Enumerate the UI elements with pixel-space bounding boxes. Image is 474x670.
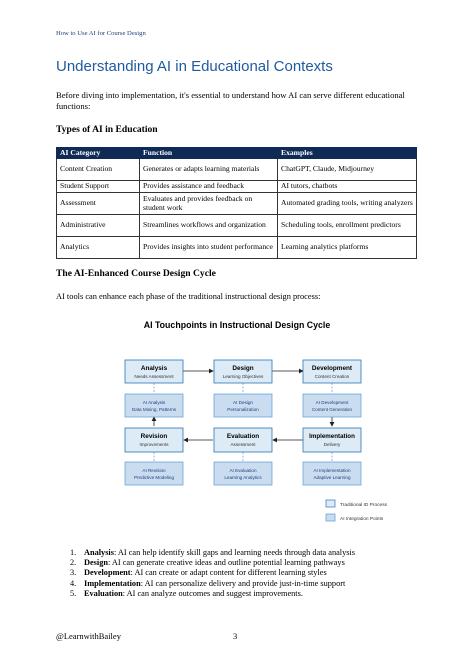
ai-box-line: AI Development: [315, 400, 349, 405]
list-number: 3.: [70, 568, 77, 578]
ai-box-line: Content Generation: [311, 407, 353, 412]
list-item: [70, 548, 430, 558]
ai-box-line: Personalization: [227, 407, 259, 412]
table-header: AI Category: [57, 148, 140, 159]
process-sub: Needs Assessment: [134, 374, 174, 379]
page-heading: Understanding AI in Educational Contexts: [56, 58, 333, 75]
list-item: [70, 589, 430, 599]
table-cell: Analytics: [57, 237, 140, 259]
table-row: [57, 237, 417, 259]
list-item: [70, 558, 430, 568]
list-text: : AI can generate creative ideas and outline potential learning pathways: [107, 558, 345, 568]
list-term: Development: [84, 568, 131, 578]
ai-box-line: Predictive Modeling: [133, 475, 175, 480]
table-row: [57, 159, 417, 181]
list-text: : AI can personalize delivery and provide just-in-time support: [140, 578, 346, 588]
table-cell: ChatGPT, Claude, Midjourney: [278, 159, 417, 181]
ai-box-line: AI Revision: [142, 468, 166, 473]
cycle-intro: AI tools can enhance each phase of the traditional instructional design process:: [56, 292, 321, 301]
table-row: [57, 215, 417, 237]
list-number: 1.: [70, 548, 77, 557]
intro-paragraph: Before diving into implementation, it's essential to understand how AI can serve different educational functions:: [56, 90, 405, 111]
types-heading: Types of AI in Education: [56, 124, 158, 135]
process-title: Revision: [140, 433, 168, 440]
table-header-row: [57, 148, 417, 159]
list-term: Evaluation: [84, 588, 123, 598]
ai-box-design: [214, 394, 272, 417]
ai-types-table: [56, 147, 417, 259]
list-item: [70, 568, 430, 578]
table-cell: Generates or adapts learning materials: [140, 159, 278, 181]
diagram-legend: [326, 500, 388, 522]
table-cell: Student Support: [57, 181, 140, 193]
process-sub: Assessment: [230, 442, 256, 447]
process-box-evaluation: [214, 428, 272, 452]
footer-handle: @LearnwithBailey: [56, 631, 121, 641]
legend-label: AI Integration Points: [340, 517, 384, 522]
process-box-design: [214, 360, 272, 383]
ai-box-evaluation: [214, 462, 272, 485]
process-title: Development: [311, 365, 353, 372]
ai-box-line: AI Design: [233, 400, 253, 405]
page-number: 3: [233, 631, 238, 641]
ai-box-line: Adaptive Learning: [313, 475, 351, 480]
phase-list: [70, 548, 430, 599]
table-cell: Evaluates and provides feedback on student work: [140, 193, 278, 215]
process-title: Analysis: [140, 365, 168, 372]
ai-box-line: Data Mining, Patterns: [131, 407, 177, 412]
design-cycle-diagram: [0, 340, 474, 530]
table-row: [57, 193, 417, 215]
process-title: Implementation: [309, 433, 355, 440]
table-cell: Provides insights into student performance: [140, 237, 278, 259]
process-sub: Improvements: [139, 442, 169, 447]
ai-box-development: [303, 394, 361, 417]
list-text: : AI can analyze outcomes and suggest improvements.: [122, 588, 303, 598]
table-header: Examples: [278, 148, 417, 159]
process-box-development: [303, 360, 361, 383]
ai-box-revision: [125, 462, 183, 485]
list-item: [70, 579, 430, 589]
list-term: Design: [84, 558, 108, 568]
table-cell: Administrative: [57, 215, 140, 237]
list-text: : AI can create or adapt content for different learning styles: [130, 568, 327, 578]
process-box-analysis: [125, 360, 183, 383]
process-sub: Content Creation: [314, 374, 350, 379]
process-sub: Learning Objectives: [222, 374, 264, 379]
legend-swatch: [326, 514, 335, 521]
list-text: : AI can help identify skill gaps and learning needs through data analysis: [113, 548, 355, 557]
ai-box-line: AI Evaluation: [229, 468, 257, 473]
list-number: 2.: [70, 558, 77, 568]
ai-box-implementation: [303, 462, 361, 485]
table-row: [57, 181, 417, 193]
table-cell: Content Creation: [57, 159, 140, 181]
diagram-title: AI Touchpoints in Instructional Design Cycle: [143, 320, 331, 330]
table-header: Function: [140, 148, 278, 159]
cycle-heading: The AI-Enhanced Course Design Cycle: [56, 268, 216, 279]
process-box-revision: [125, 428, 183, 452]
ai-box-line: Learning Analytics: [224, 475, 262, 480]
table-cell: Scheduling tools, enrollment predictors: [278, 215, 417, 237]
ai-box-line: AI Analysis: [142, 400, 166, 405]
process-box-implementation: [303, 428, 361, 452]
ai-box-analysis: [125, 394, 183, 417]
ai-box-line: AI Implementation: [313, 468, 351, 473]
table-cell: Assessment: [57, 193, 140, 215]
process-title: Evaluation: [226, 433, 260, 440]
list-number: 5.: [70, 588, 77, 598]
legend-label: Traditional ID Process: [340, 503, 388, 508]
table-cell: Streamlines workflows and organization: [140, 215, 278, 237]
list-term: Analysis: [84, 548, 114, 557]
table-cell: AI tutors, chatbots: [278, 181, 417, 193]
table-cell: Automated grading tools, writing analyzers: [278, 193, 417, 215]
table-cell: Provides assistance and feedback: [140, 181, 278, 193]
list-term: Implementation: [84, 578, 141, 588]
table-cell: Learning analytics platforms: [278, 237, 417, 259]
legend-swatch: [326, 500, 335, 507]
running-head: How to Use AI for Course Design: [56, 30, 146, 37]
process-sub: Delivery: [323, 442, 341, 447]
process-title: Design: [232, 365, 254, 372]
list-number: 4.: [70, 578, 77, 588]
